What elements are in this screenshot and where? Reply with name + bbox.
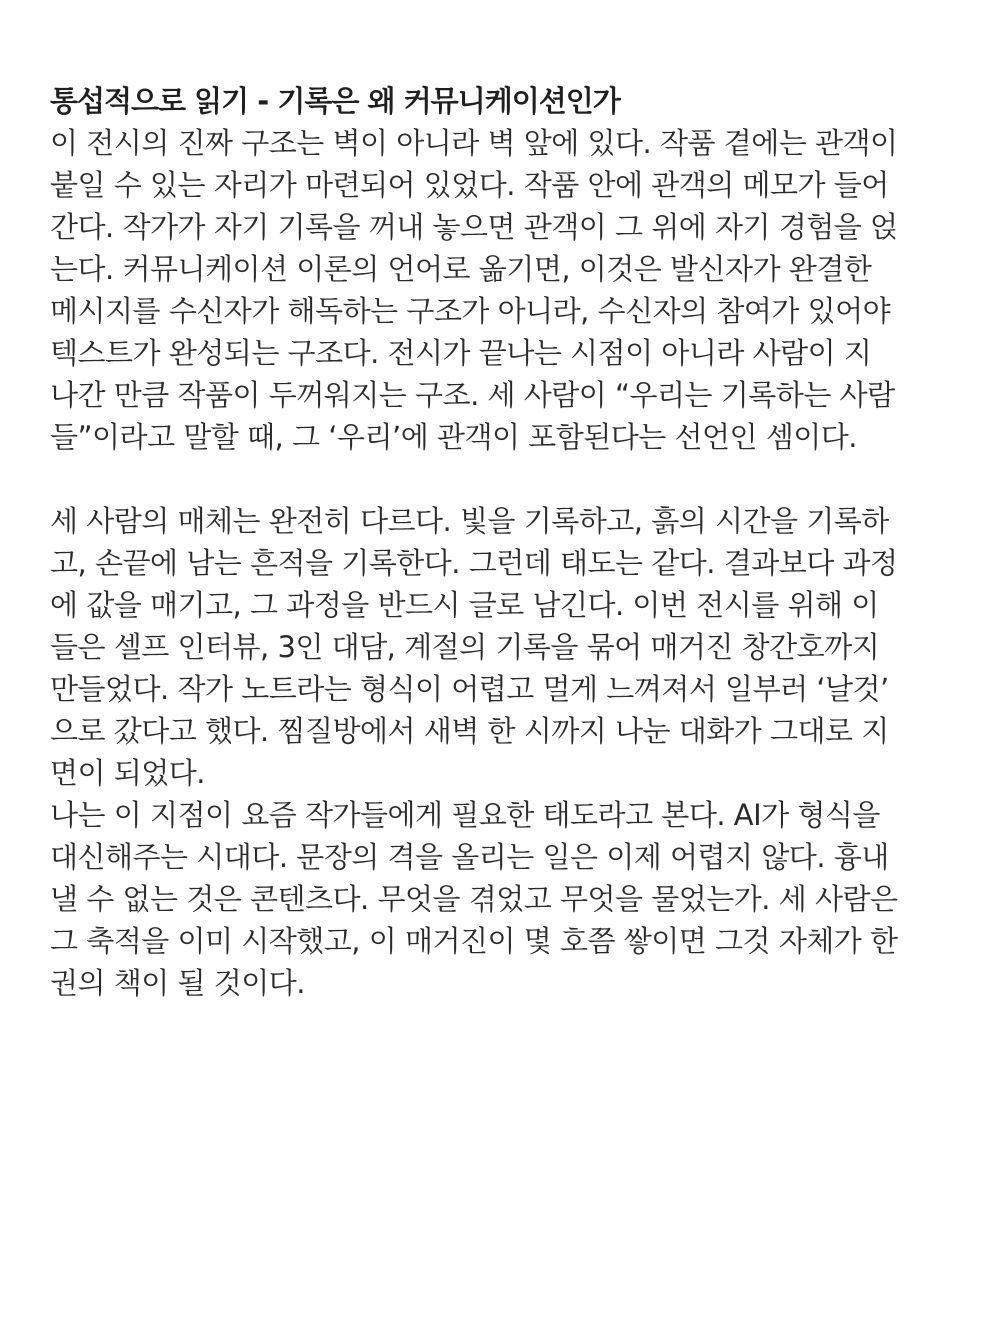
text-line: 그 축적을 이미 시작했고, 이 매거진이 몇 호쯤 쌓이면 그것 자체가 한 — [50, 924, 898, 958]
paragraph-2 — [50, 500, 950, 1004]
text-line: 으로 갔다고 했다. 찜질방에서 새벽 한 시까지 나눈 대화가 그대로 지 — [50, 714, 889, 748]
text-line: 메시지를 수신자가 해독하는 구조가 아니라, 수신자의 참여가 있어야 — [50, 294, 891, 328]
text-line: 이 전시의 진짜 구조는 벽이 아니라 벽 앞에 있다. 작품 곁에는 관객이 — [50, 126, 898, 160]
text-line: 들은 셀프 인터뷰, 3인 대담, 계절의 기록을 묶어 매거진 창간호까지 — [50, 630, 880, 664]
text-line: 에 값을 매기고, 그 과정을 반드시 글로 남긴다. 이번 전시를 위해 이 — [50, 588, 879, 622]
paragraph-1 — [50, 122, 950, 458]
text-line: 나간 만큼 작품이 두꺼워지는 구조. 세 사람이 “우리는 기록하는 사람 — [50, 378, 895, 412]
text-line: 나는 이 지점이 요즘 작가들에게 필요한 태도라고 본다. AI가 형식을 — [50, 798, 880, 832]
text-line: 만들었다. 작가 노트라는 형식이 어렵고 멀게 느껴져서 일부러 ‘날것’ — [50, 672, 889, 706]
text-line: 권의 책이 될 것이다. — [50, 966, 305, 1000]
text-line: 간다. 작가가 자기 기록을 꺼내 놓으면 관객이 그 위에 자기 경험을 얹 — [50, 210, 898, 244]
text-line: 텍스트가 완성되는 구조다. 전시가 끝나는 시점이 아니라 사람이 지 — [50, 336, 872, 370]
text-line: 낼 수 없는 것은 콘텐츠다. 무엇을 겪었고 무엇을 물었는가. 세 사람은 — [50, 882, 898, 916]
text-line: 는다. 커뮤니케이션 이론의 언어로 옮기면, 이것은 발신자가 완결한 — [50, 252, 872, 286]
article-heading: 통섭적으로 읽기 - 기록은 왜 커뮤니케이션인가 — [50, 84, 620, 118]
text-line: 면이 되었다. — [50, 756, 206, 790]
text-line: 고, 손끝에 남는 흔적을 기록한다. 그런데 태도는 같다. 결과보다 과정 — [50, 546, 898, 580]
text-line: 대신해주는 시대다. 문장의 격을 올리는 일은 이제 어렵지 않다. 흉내 — [50, 840, 889, 874]
article — [50, 80, 950, 1004]
text-line: 세 사람의 매체는 완전히 다르다. 빛을 기록하고, 흙의 시간을 기록하 — [50, 504, 889, 538]
text-line: 들”이라고 말할 때, 그 ‘우리’에 관객이 포함된다는 선언인 셈이다. — [50, 420, 857, 454]
text-line: 붙일 수 있는 자리가 마련되어 있었다. 작품 안에 관객의 메모가 들어 — [50, 168, 889, 202]
